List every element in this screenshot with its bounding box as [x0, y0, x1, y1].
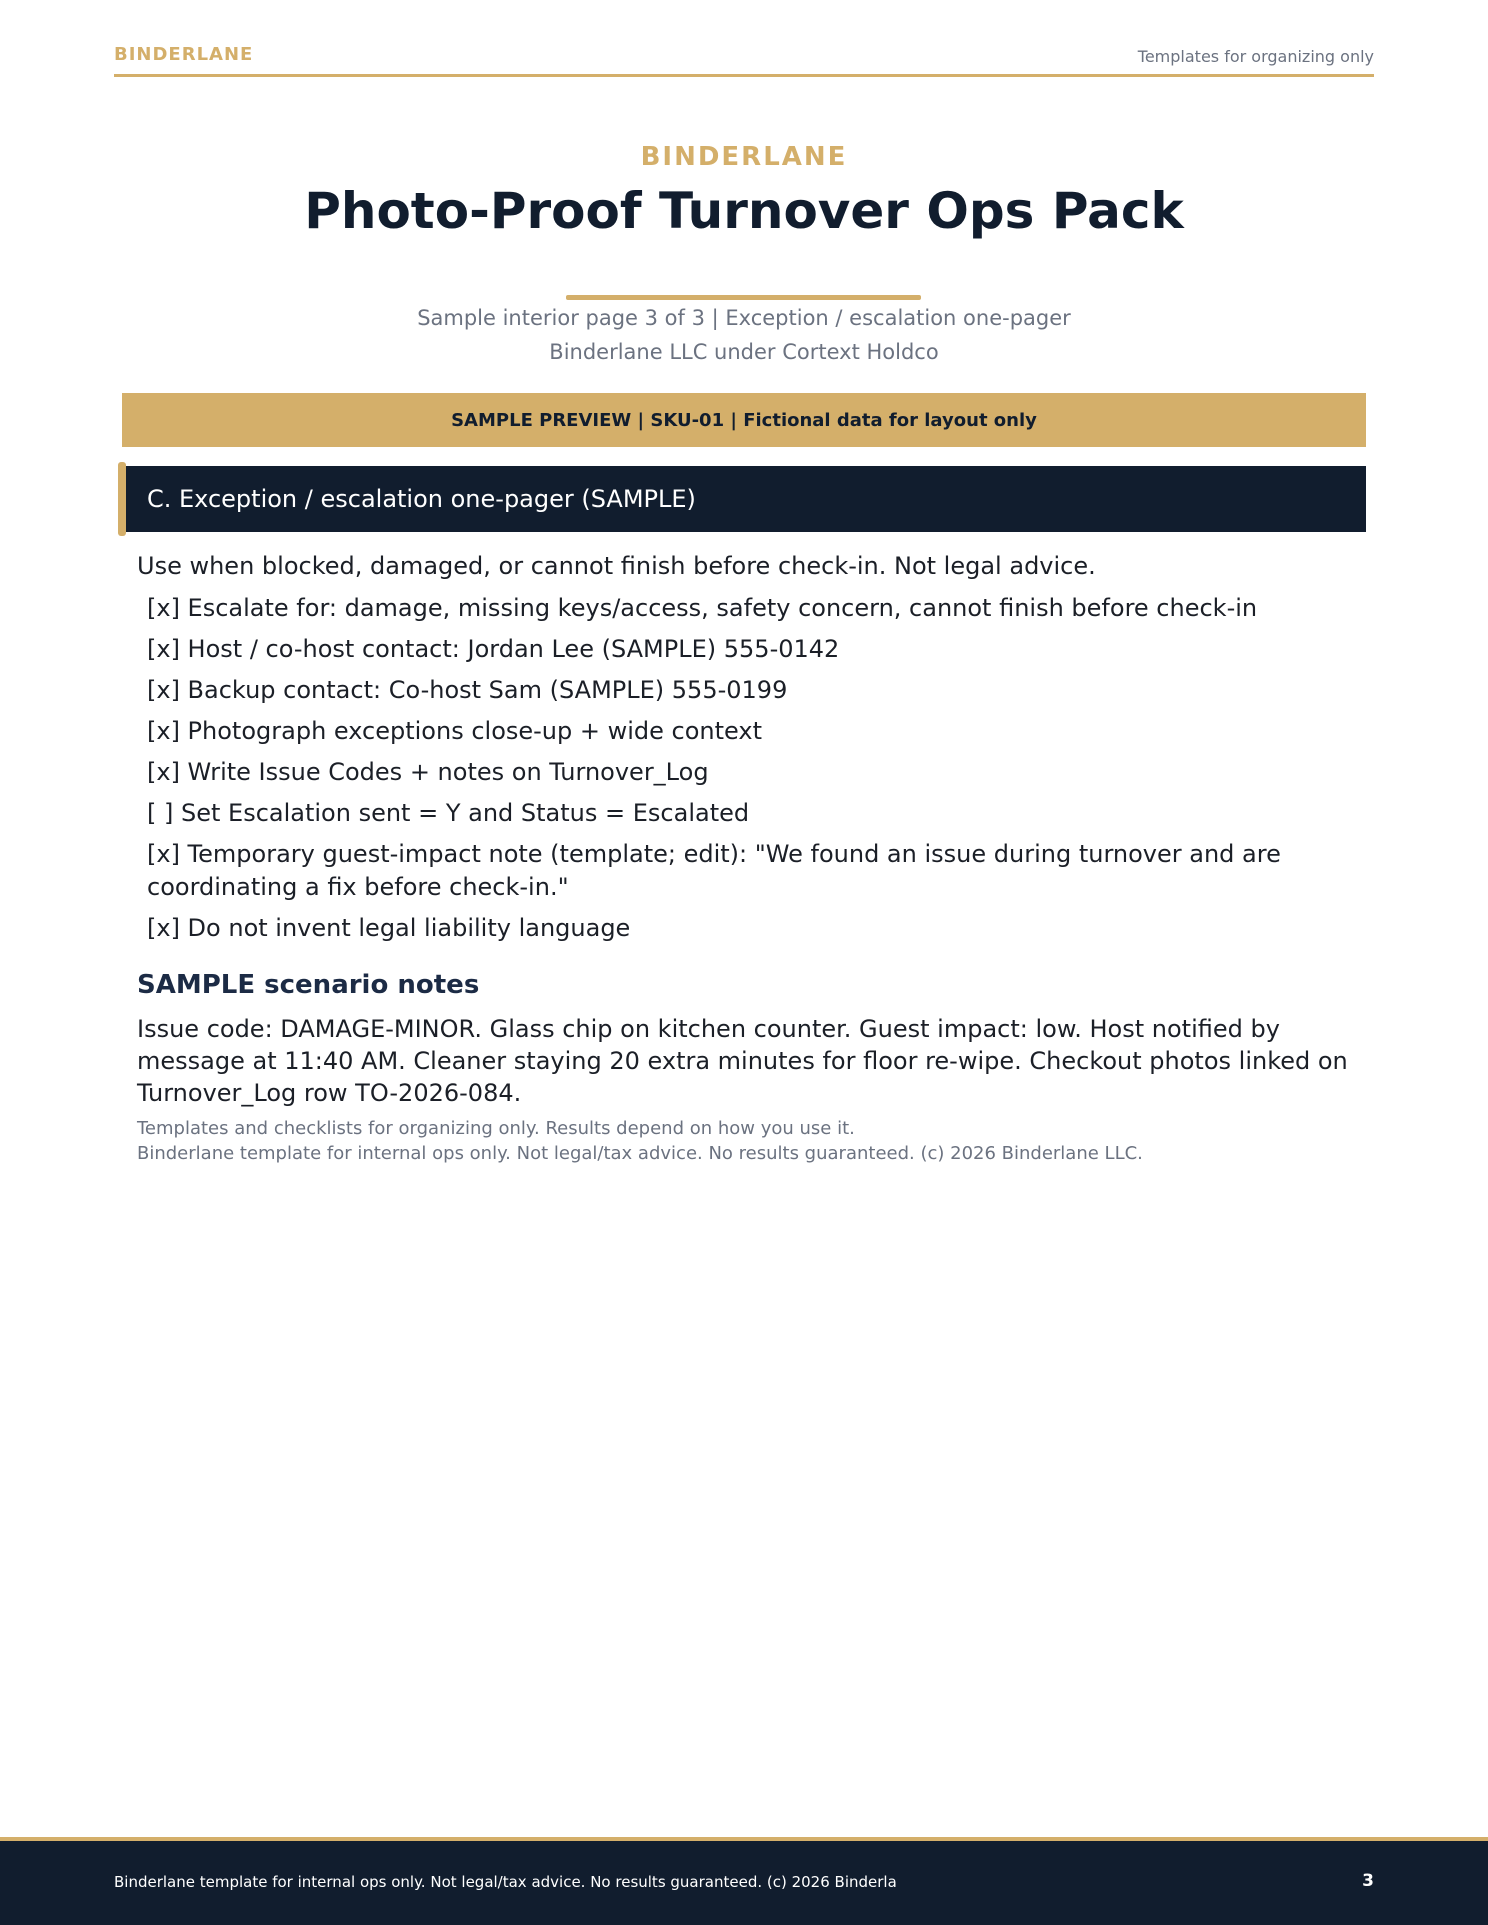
checklist-item: [ ] Set Escalation sent = Y and Status = Escalated — [147, 799, 750, 827]
page-title: Photo-Proof Turnover Ops Pack — [304, 182, 1184, 240]
scenario-body: Issue code: DAMAGE-MINOR. Glass chip on kitchen counter. Guest impact: low. Host notified by message at 11:40 AM. Cleaner staying 20 extra minutes for floor re-wipe. Checkout photos linked on Turnover_Log row TO-2026-084. — [137, 1015, 1348, 1107]
running-header — [114, 44, 1374, 77]
scenario-heading: SAMPLE scenario notes — [137, 970, 480, 1000]
page-number: 3 — [1362, 1871, 1374, 1891]
checklist-item: [x] Write Issue Codes + notes on Turnover_Log — [147, 758, 709, 786]
fine-print-line-1: Templates and checklists for organizing only. Results depend on how you use it. — [137, 1118, 855, 1139]
hero-brand: BINDERLANE — [640, 142, 848, 172]
sample-preview-banner: SAMPLE PREVIEW | SKU-01 | Fictional data for layout only — [122, 393, 1366, 447]
section-accent-bar — [118, 462, 126, 536]
section-heading: C. Exception / escalation one-pager (SAMPLE) — [147, 485, 696, 513]
checklist-item: [x] Photograph exceptions close-up + wide context — [147, 717, 762, 745]
header-note: Templates for organizing only — [1137, 47, 1374, 66]
section-intro: Use when blocked, damaged, or cannot finish before check-in. Not legal advice. — [137, 552, 1096, 580]
checklist-item: [x] Backup contact: Co-host Sam (SAMPLE) 555-0199 — [147, 676, 788, 704]
checklist-item: [x] Host / co-host contact: Jordan Lee (SAMPLE) 555-0142 — [147, 635, 840, 663]
subtitle-line-1: Sample interior page 3 of 3 | Exception / escalation one-pager — [417, 306, 1071, 330]
page-footer — [0, 1837, 1488, 1925]
title-divider — [566, 295, 921, 300]
footer-disclaimer: Binderlane template for internal ops only. Not legal/tax advice. No results guaranteed. (c) 2026 Binderla — [114, 1873, 897, 1891]
escalation-checklist — [147, 592, 1347, 953]
checklist-item: [x] Escalate for: damage, missing keys/access, safety concern, cannot finish before check-in — [147, 594, 1258, 622]
subtitle-line-2: Binderlane LLC under Cortext Holdco — [549, 340, 939, 364]
header-brand: BINDERLANE — [114, 44, 254, 65]
fine-print-line-2: Binderlane template for internal ops only. Not legal/tax advice. No results guaranteed. (c) 2026 Binderlane LLC. — [137, 1143, 1143, 1164]
checklist-item: [x] Do not invent legal liability language — [147, 914, 631, 942]
section-heading-bar — [126, 466, 1366, 532]
checklist-item: [x] Temporary guest-impact note (template; edit): "We found an issue during turnover and are coordinating a fix before check-in." — [147, 840, 1281, 901]
